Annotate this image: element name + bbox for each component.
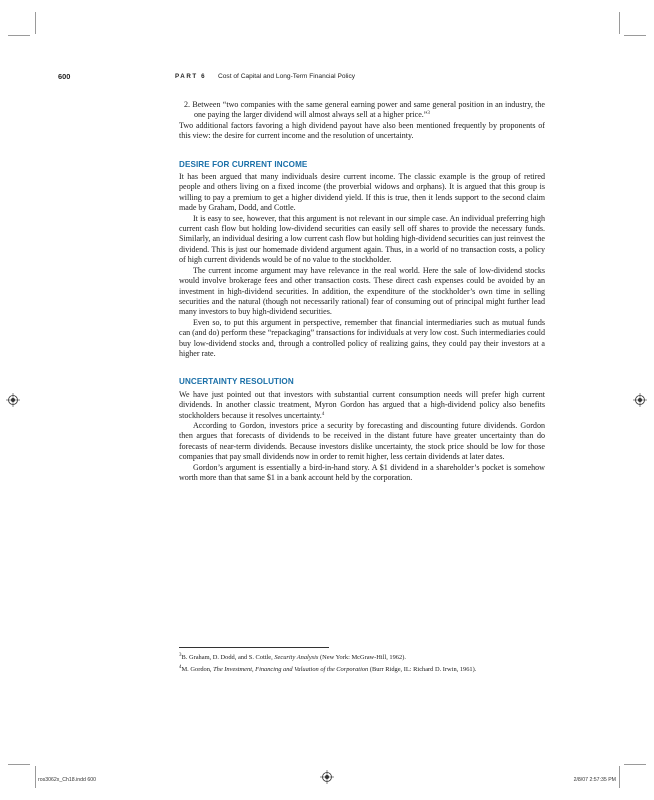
part-label: PART 6: [175, 72, 207, 80]
footnotes: [179, 647, 545, 678]
paragraph: According to Gordon, investors price a security by forecasting and discounting future dividends. Gordon then argues that forecasts of dividends to be received in the distant future have greater uncertainty than do forecasts of near-term dividends. Because investors dislike uncertainty, the stock price should be low for those companies that pay small dividends now in order to remit higher, less certain dividends at later dates.: [179, 420, 545, 462]
section-heading: UNCERTAINTY RESOLUTION: [179, 377, 294, 387]
slug-file: ros3062x_Ch18.indd 600: [38, 777, 96, 783]
footnote: $^3$B. Graham, D. Dodd, and S. Cottle, Security Analysis (New York: McGraw-Hill, 1962).: [179, 652, 406, 661]
crop-mark: [624, 764, 646, 765]
section-heading: DESIRE FOR CURRENT INCOME: [179, 159, 308, 169]
page-number: 600: [58, 72, 71, 81]
footnote-ref: 4: [321, 411, 325, 417]
registration-mark-icon: [320, 770, 334, 784]
paragraph: It is easy to see, however, that this argument is not relevant in our simple case. An individual preferring high current cash flow but holding low-dividend securities can easily sell off shares to provide the necessary funds. Similarly, an individual desiring a low current cash flow but holding high-dividend securities can just reinvest the dividend. This is just our homemade dividend argument again. Thus, in a world of no transaction costs, a policy of high current dividends would be of no value to the stockholder.: [179, 213, 545, 265]
crop-mark: [35, 12, 36, 34]
paragraph: Two additional factors favoring a high dividend payout have also been mentioned frequently by proponents of this view: the desire for current income and the resolution of uncertainty.: [179, 120, 545, 141]
crop-mark: [8, 764, 30, 765]
slug-date: 2/8/07 2:57:35 PM: [573, 777, 616, 783]
crop-mark: [8, 35, 30, 36]
paragraph: Even so, to put this argument in perspective, remember that financial intermediaries such as mutual funds can (and do) perform these “repackaging” transactions for individuals at very low cost. Such intermediaries could buy low-dividend stocks and, through a controlled policy of realizing gains, they could pay their investors at a higher rate.: [179, 317, 546, 358]
paragraph: Gordon’s argument is essentially a bird-in-hand story. A $1 dividend in a shareholder’s pocket is somehow worth more than that same $1 in a bank account held by the corporation.: [179, 462, 545, 482]
registration-mark-icon: [6, 393, 20, 407]
body-text: [179, 100, 545, 483]
list-item: 2. Between “two companies with the same general earning power and same general position in an industry, the one paying the larger dividend will almost always sell at a higher price.”$^3$: [184, 100, 545, 120]
footnote-ref: 3: [427, 111, 430, 117]
crop-mark: [35, 766, 36, 788]
registration-mark-icon: [633, 393, 647, 407]
paragraph: The current income argument may have relevance in the real world. Here the sale of low-dividend stocks would involve brokerage fees and other transaction costs. These direct cash expenses could be avoided by an investment in high-dividend securities. In addition, the expenditure of the stockholder’s own time in selling securities and the natural (though not necessarily rational) fear of consuming out of principal might further lead many investors to buy high-dividend securities.: [179, 265, 545, 317]
crop-mark: [624, 35, 646, 36]
chapter-title: Cost of Capital and Long-Term Financial Policy: [218, 72, 356, 80]
crop-mark: [619, 12, 620, 34]
footnote: $^4$M. Gordon, The Investment, Financing and Valuation of the Corporation (Burr Ridge, IL: Richard D. Irwin, 1961).: [179, 665, 477, 674]
crop-mark: [619, 766, 620, 788]
paragraph: We have just pointed out that investors with substantial current consumption needs will prefer high current dividends. In another classic treatment, Myron Gordon has argued that a high-dividend policy also benefits stockholders because it resolves uncertainty.$^4$: [179, 389, 545, 420]
paragraph: It has been argued that many individuals desire current income. The classic example is the group of retired people and others living on a fixed income (the proverbial widows and orphans). It is argued that this group is willing to pay a premium to get a higher dividend yield. If this is true, then it lends support to the second claim made by Graham, Dodd, and Cottle.: [179, 172, 545, 213]
footnote-rule: [179, 647, 329, 648]
